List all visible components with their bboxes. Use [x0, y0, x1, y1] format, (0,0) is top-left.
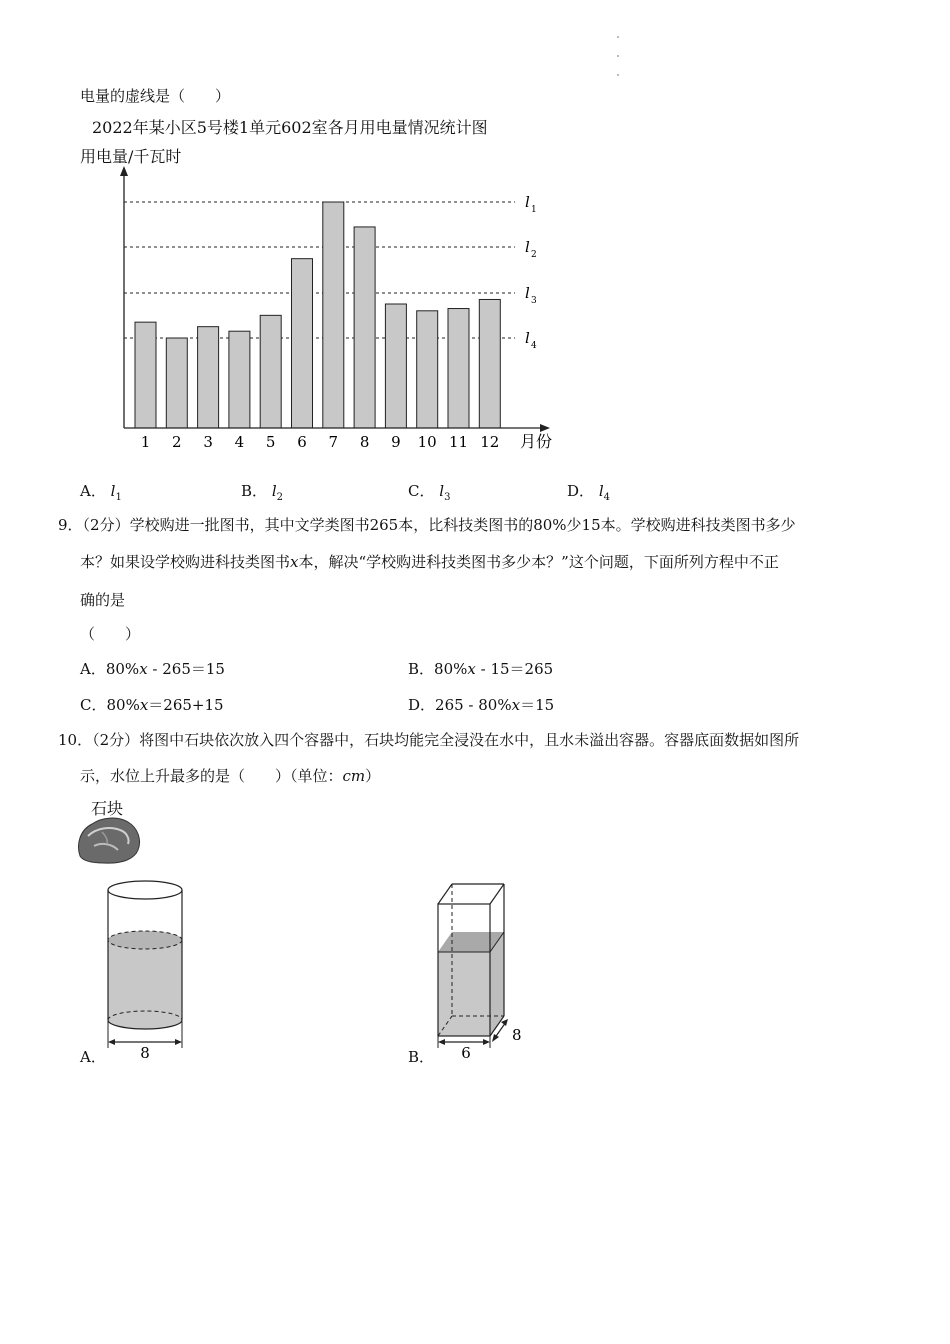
q9-option-c[interactable]: C．80%x＝265+15 [80, 696, 224, 714]
bar-month-10 [417, 311, 438, 428]
q9-line-2: 本？如果设学校购进科技类图书x本，解决“学校购进科技类图书多少本？”这个问题，下面所列方程中不正 [80, 553, 779, 571]
cylinder-diameter-label: 8 [140, 1044, 150, 1062]
stone-label: 石块 [91, 799, 124, 818]
bar-month-6 [292, 259, 313, 428]
q10-option-a-label[interactable]: A． [80, 1048, 106, 1066]
scan-speck [617, 55, 619, 57]
stone-image [74, 814, 146, 866]
chart-y-axis-label: 用电量/千瓦时 [80, 147, 182, 166]
chart-x-axis-label: 月份 [520, 432, 553, 451]
bar-month-12 [479, 299, 500, 428]
bar-month-7 [323, 202, 344, 428]
option-c-l3[interactable]: C． $l_3$ [408, 482, 451, 503]
x-tick-label-12: 12 [480, 433, 500, 451]
bar-month-9 [385, 304, 406, 428]
scan-speck [617, 74, 619, 76]
q9-option-d[interactable]: D．265 - 80%x＝15 [408, 696, 555, 714]
scan-speck [617, 36, 619, 38]
reference-line-label-l3: l [525, 284, 530, 302]
box-width-label: 6 [461, 1044, 471, 1062]
reference-line-sub-l2: 2 [531, 250, 537, 260]
q10-option-b-label[interactable]: B． [408, 1048, 435, 1066]
reference-line-sub-l1: 1 [531, 205, 537, 215]
x-tick-label-11: 11 [448, 433, 469, 451]
box-container [426, 876, 536, 1066]
x-tick-label-4: 4 [234, 433, 245, 451]
bar-month-2 [166, 338, 187, 428]
q9-option-b[interactable]: B．80%x - 15＝265 [408, 660, 554, 678]
bar-month-4 [229, 331, 250, 428]
option-a-l1[interactable]: A． $l_1$ [80, 482, 122, 503]
q9-option-a[interactable]: A．80%x - 265＝15 [80, 660, 225, 678]
bar-month-3 [198, 327, 219, 428]
question-intro-text: 电量的虚线是（ ） [80, 87, 231, 105]
reference-line-label-l2: l [525, 238, 530, 256]
x-tick-label-8: 8 [359, 433, 370, 451]
bar-month-1 [135, 322, 156, 428]
q10-line-1: 10．（2分）将图中石块依次放入四个容器中，石块均能完全浸没在水中，且水未溢出容器。容器底面数据如图所 [58, 731, 800, 749]
x-tick-label-7: 7 [328, 433, 339, 451]
x-tick-label-3: 3 [203, 433, 213, 451]
y-axis-arrow [120, 166, 128, 176]
bar-month-5 [260, 315, 281, 428]
x-tick-label-9: 9 [391, 433, 401, 451]
option-d-l4[interactable]: D． $l_4$ [567, 482, 610, 503]
option-b-l2[interactable]: B． $l_2$ [241, 482, 283, 503]
q9-line-1: 9．（2分）学校购进一批图书，其中文学类图书265本，比科技类图书的80%少15本。学校购进科技类图书多少 [58, 516, 796, 534]
x-tick-label-2: 2 [172, 433, 182, 451]
box-depth-label: 8 [512, 1026, 522, 1044]
reference-line-label-l1: l [525, 193, 530, 211]
q9-line-3: 确的是 [80, 591, 126, 609]
q9-answer-paren: （ ） [80, 625, 141, 643]
x-tick-label-1: 1 [140, 433, 151, 451]
q10-line-2: 示，水位上升最多的是（ ）（单位：cm） [80, 767, 381, 785]
reference-line-label-l4: l [525, 329, 530, 347]
electricity-bar-chart [0, 0, 950, 470]
bar-month-11 [448, 309, 469, 428]
x-tick-label-10: 10 [417, 433, 437, 451]
chart-title: 2022年某小区5号楼1单元602室各月用电量情况统计图 [92, 118, 488, 137]
x-axis-arrow [540, 424, 550, 432]
x-tick-label-5: 5 [265, 433, 276, 451]
bar-month-8 [354, 227, 375, 428]
reference-line-sub-l3: 3 [531, 296, 537, 306]
reference-line-sub-l4: 4 [531, 341, 537, 351]
x-tick-label-6: 6 [297, 433, 307, 451]
cylinder-container [96, 876, 196, 1066]
